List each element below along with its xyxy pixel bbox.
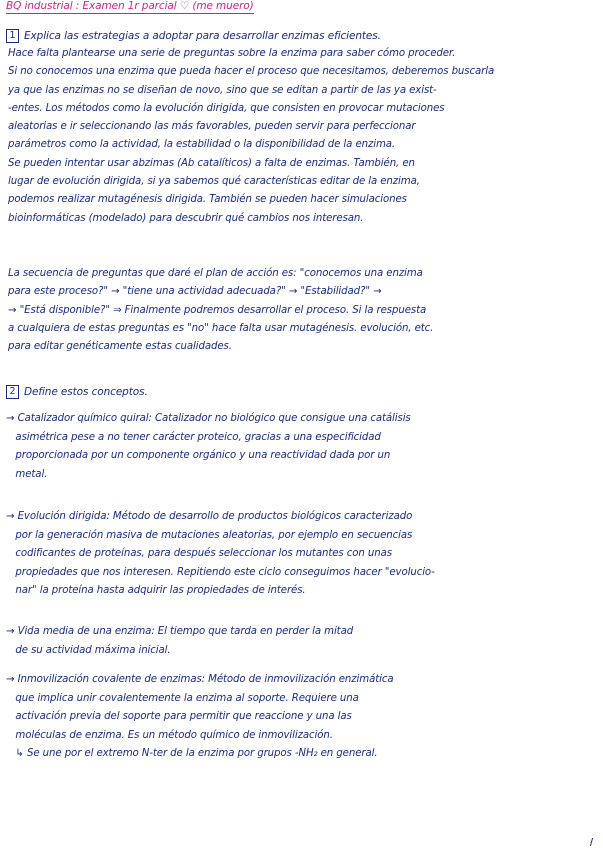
- question-1-number: 1: [6, 29, 19, 43]
- question-1: [6, 27, 381, 45]
- definition-covalent-immobilization: → Inmovilización covalente de enzimas: Método de inmovilización enzimática que implica unir covalentemente la enzima al soporte. Requiere una activación previa del soporte para permitir que reaccione y una las moléculas de enzima. Es un método químico de inmovilización. ↳ Se une por el extremo N-ter de la enzima por grupos -NH₂ en general.: [6, 674, 394, 760]
- question-1-answer-paragraph-2: La secuencia de preguntas que daré el plan de acción es: "conocemos una enzima para este proceso?" → "tiene una actividad adecuada?" → "Estabilidad?" → → "Está disponible?" ⇒ Finalmente podremos desarrollar el proceso. Si la respuesta a cualquiera de estas preguntas es "no" hace falta usar mutagénesis. evolución, etc. para editar genéticamente estas cualidades.: [8, 268, 434, 353]
- definition-directed-evolution: → Evolución dirigida: Método de desarrollo de productos biológicos caracterizado por la generación masiva de mutaciones aleatorias, por ejemplo en secuencias codificantes de proteínas, para después seleccionar los mutantes con unas propiedades que nos interesen. Repitiendo este ciclo conseguimos hacer "evolucio- nar" la proteína hasta adquirir las propiedades de interés.: [6, 511, 435, 597]
- question-2-number: 2: [6, 385, 19, 399]
- page-title: [6, 0, 254, 12]
- title-text: BQ industrial : Examen 1r parcial ♡ (me muero): [6, 0, 254, 12]
- pen-mark: [590, 838, 598, 846]
- question-2-prompt: Define estos conceptos.: [24, 386, 148, 398]
- question-1-answer-paragraph-1: Hace falta plantearse una serie de preguntas sobre la enzima para saber cómo proceder. Si no conocemos una enzima que pueda hacer el proceso que necesitamos, deberemos buscarla ya que las enzimas no se diseñan de novo, sino que se editan a partir de las ya exist- -entes. Los métodos como la evolución dirigida, que consisten en provocar mutaciones aleatorias e ir seleccionando las más favorables, pueden servir para perfeccionar parámetros como la actividad, la estabilidad o la disponibilidad de la enzima. Se pueden intentar usar abzimas (Ab catalíticos) a falta de enzimas. También, en lugar de evolución dirigida, si ya sabemos qué características editar de la enzima, podemos realizar mutagénesis dirigida. También se pueden hacer simulaciones bioinformáticas (modelado) para descubrir qué cambios nos interesan.: [8, 48, 495, 224]
- question-1-prompt: Explica las estrategias a adoptar para desarrollar enzimas eficientes.: [24, 30, 381, 42]
- question-2: [6, 383, 148, 401]
- definition-enzyme-half-life: → Vida media de una enzima: El tiempo que tarda en perder la mitad de su actividad máxima inicial.: [6, 626, 354, 656]
- definition-chiral-catalyst: → Catalizador químico quiral: Catalizador no biológico que consigue una catálisis asimétrica pese a no tener carácter proteico, gracias a una especificidad proporcionada por un componente orgánico y una reactividad dada por un metal.: [6, 413, 411, 480]
